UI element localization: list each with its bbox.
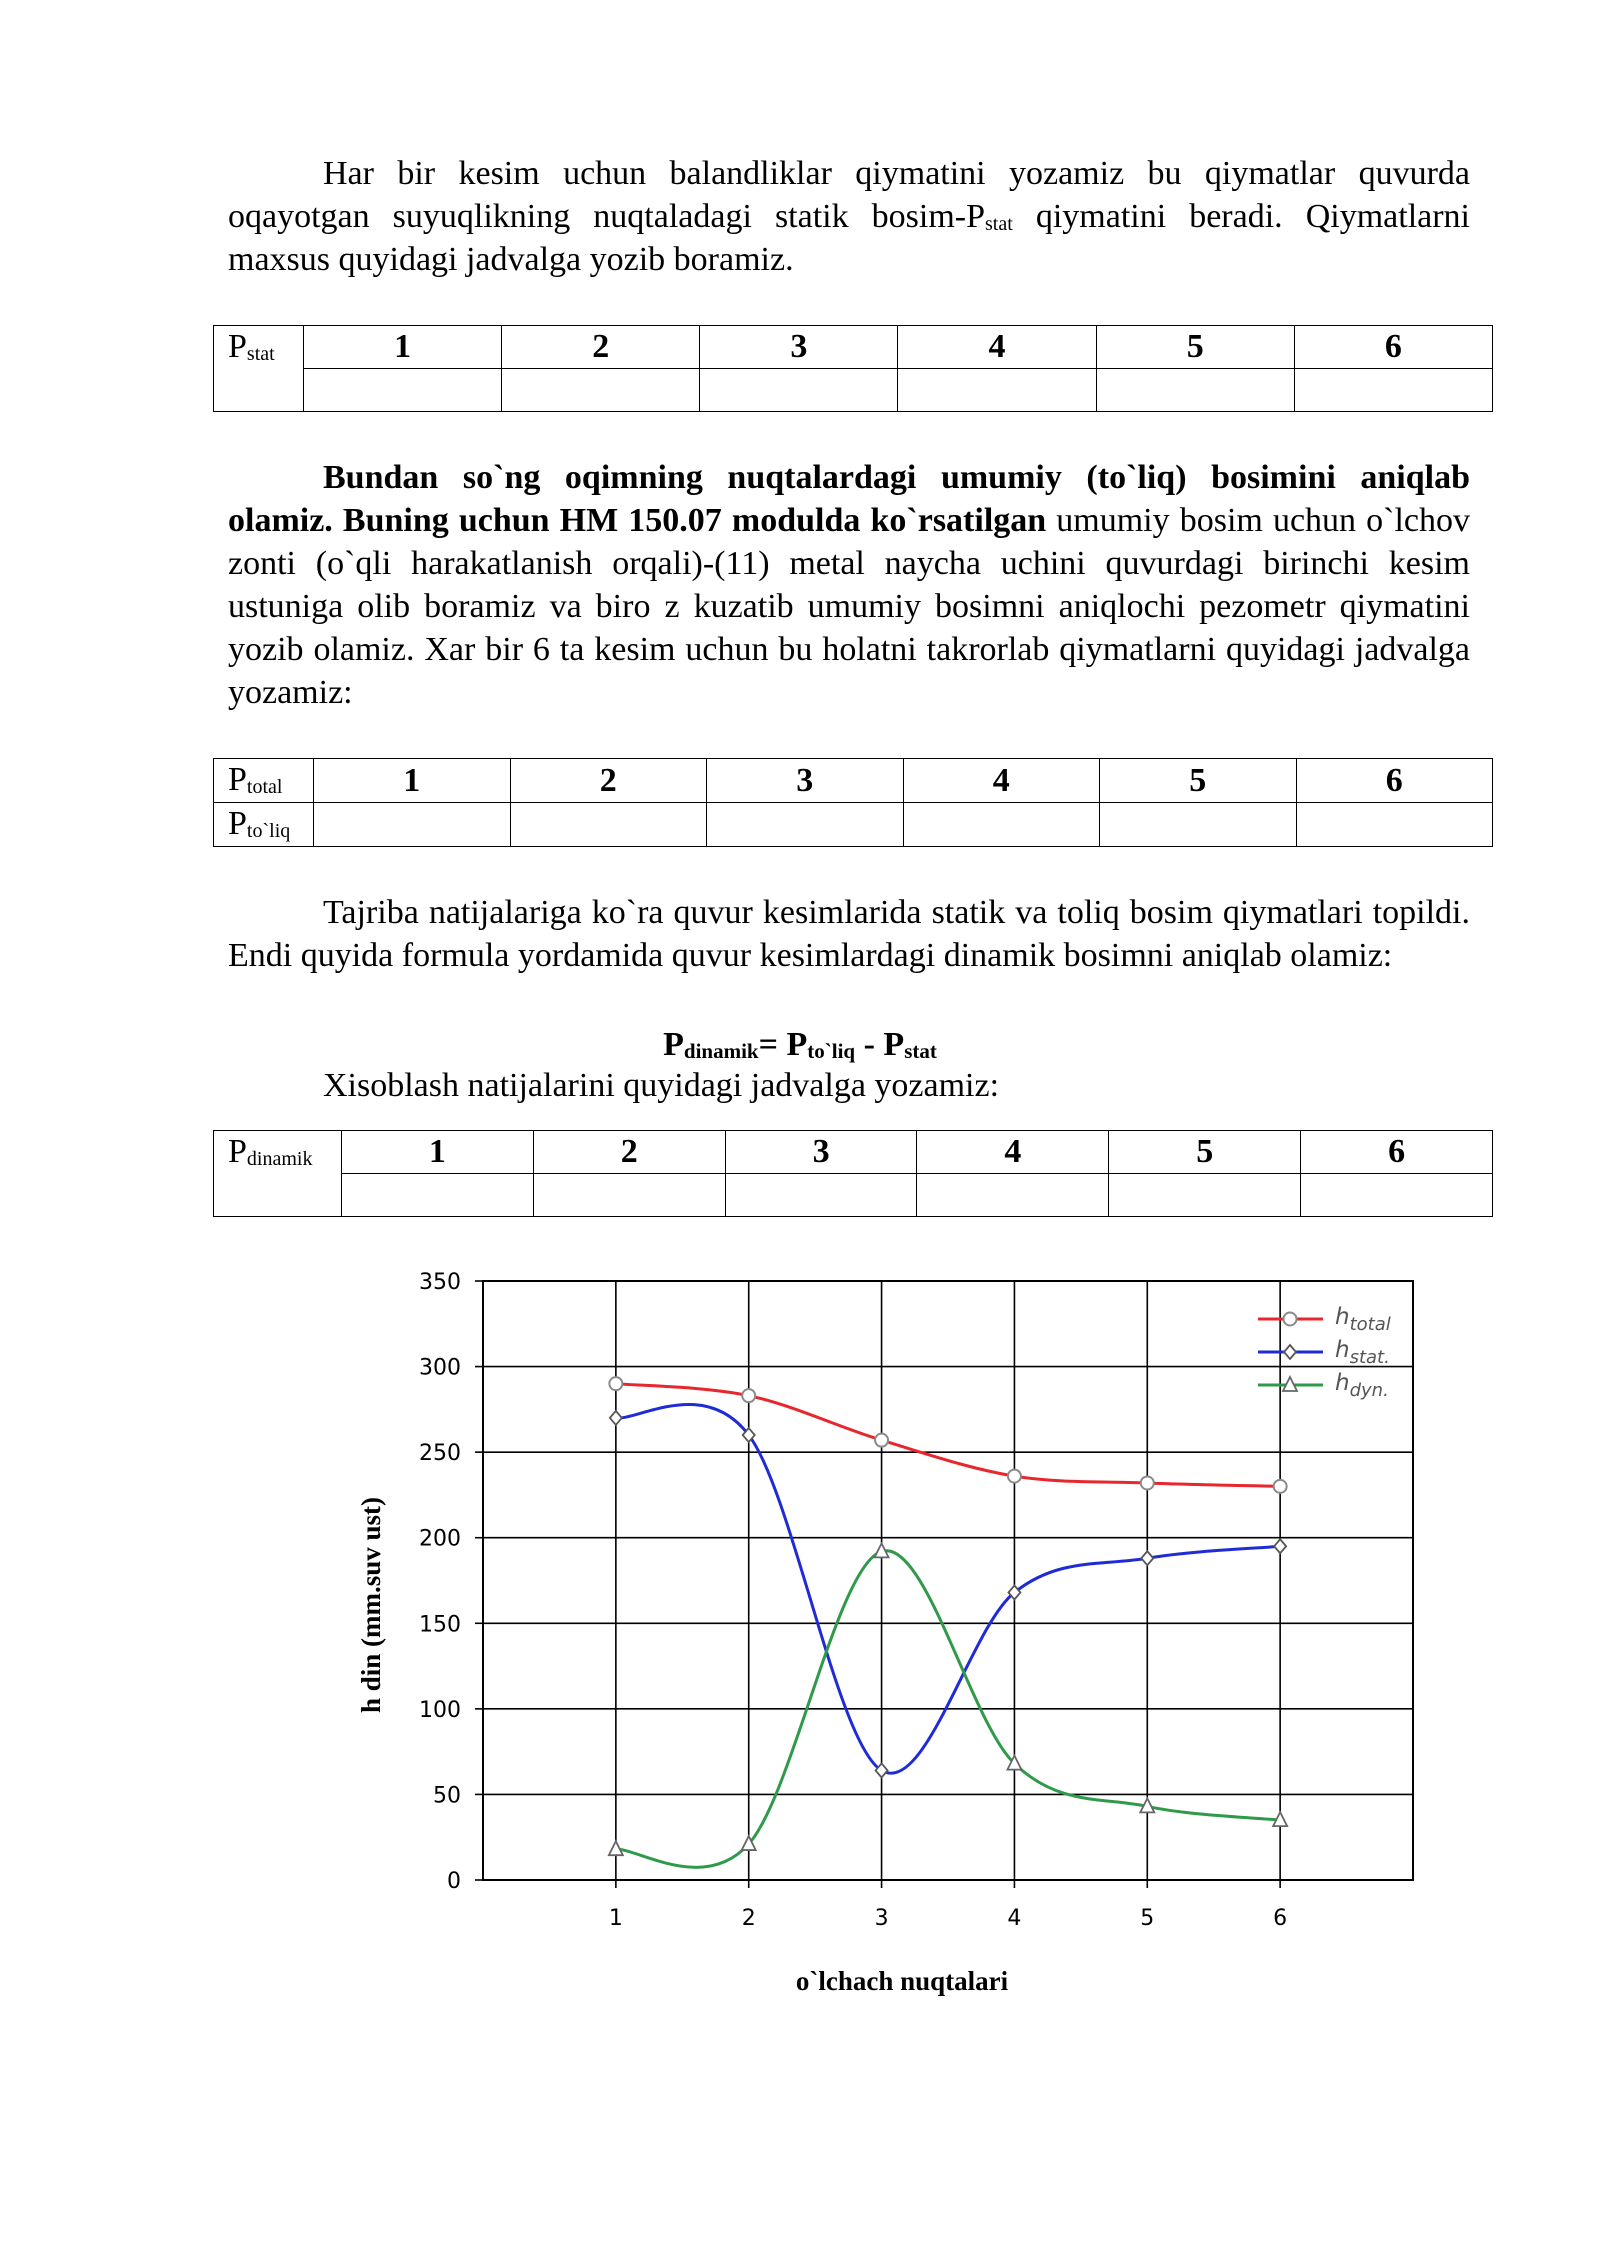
data-point [609,1377,622,1390]
pressure-chart [340,1255,1440,2015]
table-total-header: 1 [314,759,511,803]
table-stat-cell [502,369,700,412]
table-dyn-header: 4 [917,1131,1109,1174]
table-total-cell [903,803,1100,847]
table-stat-header: 3 [700,326,898,369]
paragraph1-text-a: Har bir kesim uchun balandliklar qiymatini yozamiz bu qiymatlar quvurda oqayotgan suyuqlikning nuqtaladagi statik bosim-P [228,155,1470,235]
table-total-header: 6 [1296,759,1493,803]
table-dyn-header: 3 [725,1131,917,1174]
table-dynamic-pressure [213,1130,1493,1217]
table-total-header: 3 [707,759,904,803]
table-total-header: 2 [510,759,707,803]
y-tick-label: 50 [433,1783,461,1809]
table-stat-header: 1 [304,326,502,369]
data-point [875,1434,888,1447]
data-point [1274,1480,1287,1493]
y-tick-label: 350 [419,1270,461,1295]
data-point [1141,1551,1153,1565]
legend-label: $h_{dyn.}$ [1335,1370,1389,1401]
table-total-header: 5 [1100,759,1297,803]
table-dyn-cell [533,1174,725,1217]
paragraph-results-intro [228,1064,1470,1107]
x-tick-label: 5 [1140,1906,1155,1931]
table-dyn-header: 6 [1301,1131,1493,1174]
table-stat-header: 2 [502,326,700,369]
table-dyn-cell [725,1174,917,1217]
table-total-cell [314,803,511,847]
table-total-cell [1100,803,1297,847]
table-dyn-cell [1109,1174,1301,1217]
legend-label: $h_{total}$ [1335,1304,1391,1335]
table-dyn-label: $P_{dinamik}$ [214,1131,342,1217]
table-dyn-cell [342,1174,534,1217]
plot-frame [483,1281,1413,1880]
data-point [1008,1470,1021,1483]
y-tick-label: 100 [419,1697,461,1723]
table-stat-cell [1294,369,1492,412]
table-total-pressure [213,758,1493,847]
x-tick-label: 1 [608,1906,623,1931]
paragraph1-text-b: qiymatini beradi. Qiymatlarni maxsus quyidagi jadvalga yozib boramiz. [228,198,1470,278]
table-total-label-2: $P_{to`liq}$ [214,803,314,847]
x-tick-label: 4 [1007,1906,1022,1931]
y-tick-label: 250 [419,1441,461,1467]
paragraph-total-pressure [228,456,1470,714]
y-tick-label: 200 [419,1526,461,1552]
table-stat-label: $P_{stat}$ [214,326,304,412]
table-dyn-header: 2 [533,1131,725,1174]
table-stat-header: 4 [898,326,1096,369]
chart-ylabel: h din (mm.suv ust) [356,1496,386,1714]
table-stat-cell [700,369,898,412]
table-total-header: 4 [903,759,1100,803]
table-total-cell [1296,803,1493,847]
y-tick-label: 300 [419,1355,461,1381]
formula-dynamic-pressure: $P_{dinamik}= P_{to`liq} - P_{stat}$ [663,1026,937,1063]
y-tick-label: 150 [419,1612,461,1638]
table-stat-header: 5 [1096,326,1294,369]
y-tick-label: 0 [447,1869,461,1894]
x-tick-label: 2 [741,1906,756,1931]
paragraph2-bold: Bundan so`ng oqimning nuqtalardagi umumiy (to`liq) bosimini aniqlab olamiz. Buning uchun HM 150.07 modulda ko`rsatilgan [228,459,1470,539]
series-line [616,1384,1280,1487]
paragraph2-normal: umumiy bosim uchun o`lchov zonti (o`qli harakatlanish orqali)-(11) metal naycha uchini quvurdagi birinchi kesim ustuniga olib boramiz va biro z kuzatib umumiy bosimni aniqlochi pezometr qiymatini yozib olamiz. Xar bir 6 ta kesim uchun bu holatni takrorlab qiymatlarni quyidagi jadvalga yozamiz: [228,502,1470,711]
table-stat-cell [304,369,502,412]
table-dyn-cell [917,1174,1109,1217]
chart-xlabel: o`lchach nuqtalari [795,1966,1009,1996]
paragraph1-sub: stat [985,213,1013,235]
paragraph-dynamic-intro [228,891,1470,977]
paragraph-static-pressure [228,152,1470,281]
x-tick-label: 6 [1273,1906,1288,1931]
paragraph4-text: Xisoblash natijalarini quyidagi jadvalga yozamiz: [323,1067,1000,1104]
table-total-label-1: $P_{total}$ [214,759,314,803]
table-stat-cell [1096,369,1294,412]
data-point [1141,1476,1154,1489]
legend-marker [1284,1313,1297,1326]
table-stat-cell [898,369,1096,412]
table-dyn-header: 1 [342,1131,534,1174]
data-point [610,1411,622,1425]
table-stat-header: 6 [1294,326,1492,369]
table-dyn-cell [1301,1174,1493,1217]
data-point [1274,1539,1286,1553]
table-total-cell [707,803,904,847]
legend-marker [1284,1345,1296,1359]
x-tick-label: 3 [874,1906,889,1931]
paragraph3-text: Tajriba natijalariga ko`ra quvur kesimlarida statik va toliq bosim qiymatlari topildi. Endi quyida formula yordamida quvur kesimlardagi dinamik bosimni aniqlab olamiz: [228,894,1470,974]
table-dyn-header: 5 [1109,1131,1301,1174]
table-static-pressure [213,325,1493,412]
legend-label: $h_{stat.}$ [1335,1337,1390,1368]
table-total-cell [510,803,707,847]
data-point [742,1389,755,1402]
